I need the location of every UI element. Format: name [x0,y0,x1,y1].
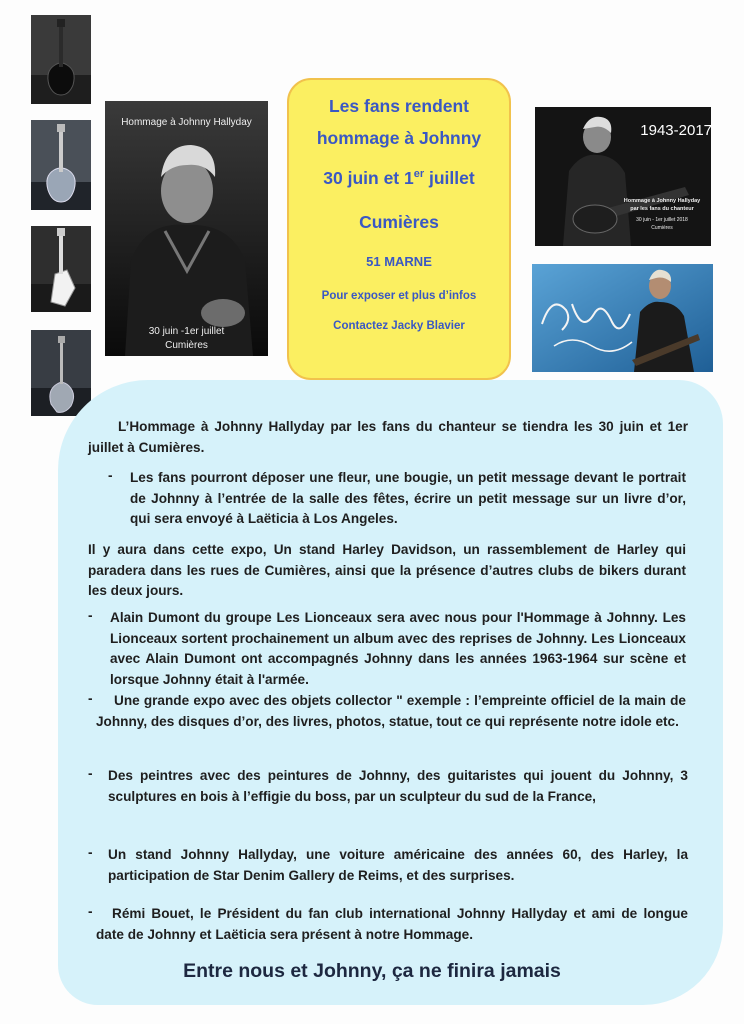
harley-paragraph: Il y aura dans cette expo, Un stand Harley Davidson, un rassemblement de Harley qui paradera dans les rues de Cumières, ainsi que la présence d’autres clubs de bikers durant les deux jours. [88,542,686,598]
johnny-portrait-photo [105,101,268,356]
guitar-photo-caption-3: 30 juin - 1er juillet 2018 [636,217,688,223]
bullet-dash: - [88,845,93,860]
intro-paragraph: L’Hommage à Johnny Hallyday par les fans du chanteur se tiendra les 30 juin et 1er juillet à Cumières. [88,419,688,455]
bullet-dash: - [88,904,93,919]
years-label: 1943-2017 [640,122,712,139]
event-info-box [287,78,511,380]
expo-bullet: Une grande expo avec des objets collector " exemple : l’empreinte officiel de la main de Johnny, des disques d’or, des livres, photos, statue, tout ce qui représente notre idole etc. [96,693,686,729]
guitar-photo-3 [31,226,91,312]
guitar-photo-caption-4: Cumières [651,225,673,231]
stand-bullet: Un stand Johnny Hallyday, une voiture américaine des années 60, des Harley, la participation de Star Denim Gallery de Reims, et des surprises. [108,847,688,883]
event-title-line1: Les fans rendent [328,96,470,116]
painters-bullet: Des peintres avec des peintures de Johnny, des guitaristes qui jouent du Johnny, 3 sculptures en bois à l’effigie du boss, par un sculpteur du sud de la France, [108,768,688,804]
portrait-caption-top: Hommage à Johnny Hallyday [121,117,252,128]
event-title-line2: hommage à Johnny [316,128,482,148]
bullet-dash: - [108,468,113,483]
event-department: 51 MARNE [366,254,432,269]
portrait-caption-date: 30 juin -1er juillet [148,326,225,337]
event-contact: Contactez Jacky Blavier [333,320,465,332]
guitar-photo-1 [31,15,91,104]
event-dates-start: 30 juin et 1 [323,168,414,188]
bullet-dash: - [88,691,93,706]
event-dates [289,168,509,189]
johnny-autograph-photo [532,264,713,372]
event-dates-sup: er [413,168,425,181]
alain-dumont-bullet: Alain Dumont du groupe Les Lionceaux sera avec nous pour l'Hommage à Johnny. Les Lionceaux sortent prochainement un album avec des reprises de Johnny. Les Lionceaux avec Alain Dumont ont accompagnés Johnny dans les années 1963-1964 sur scène et lorsque Johnny était à l'armée. [110,610,686,687]
bullet-dash: - [88,608,93,623]
bullet-dash: - [88,766,93,781]
event-info-line: Pour exposer et plus d’infos [321,290,477,302]
guitar-photo-caption-1: Hommage à Johnny Hallyday [623,198,701,204]
event-place: Cumières [359,212,439,232]
guitar-photo-4 [31,330,91,416]
guitar-photo-2 [31,120,91,210]
flowers-bullet: Les fans pourront déposer une fleur, une bougie, un petit message devant le portrait de Johnny à l’entrée de la salle des fêtes, écrire un petit message sur un livre d’or, qui sera envoyé à Laëticia à Los Angeles. [130,470,686,526]
portrait-caption-place: Cumières [165,340,208,351]
closing-slogan: Entre nous et Johnny, ça ne finira jamais [183,960,561,982]
guitar-photo-caption-2: par les fans du chanteur [630,206,694,212]
remi-bouet-bullet: Rémi Bouet, le Président du fan club international Johnny Hallyday et ami de longue date de Johnny et Laëticia sera présent à notre Hommage. [96,906,688,942]
event-dates-end: juillet [424,168,475,188]
